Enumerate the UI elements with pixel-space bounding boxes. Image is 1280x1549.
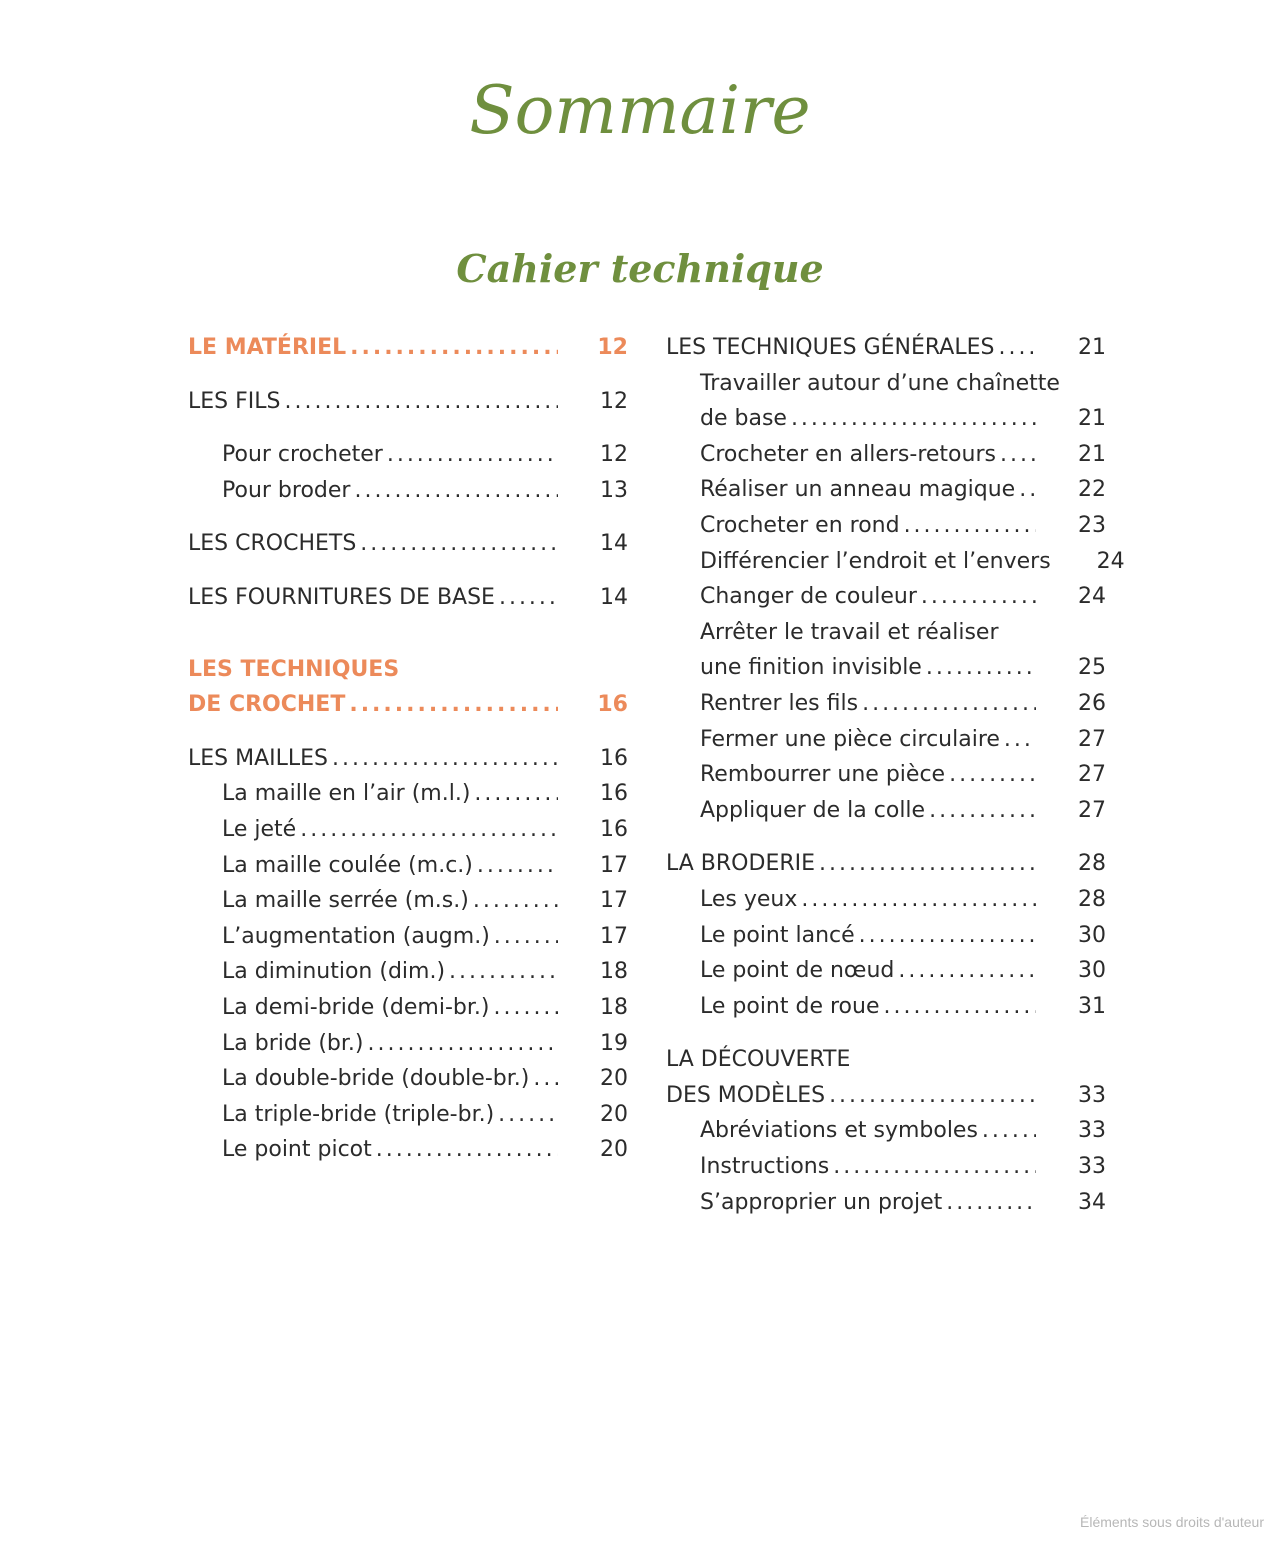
dot-leader [819, 846, 1036, 882]
toc-entry[interactable] [666, 918, 1106, 954]
toc-entry[interactable] [188, 919, 628, 955]
dot-leader [493, 990, 558, 1026]
copyright-notice: Éléments sous droits d'auteur [1080, 1514, 1264, 1530]
toc-page: 25 [1078, 655, 1106, 681]
dot-leader [862, 686, 1036, 722]
dot-leader [829, 1078, 1036, 1114]
toc-label: Crocheter en allers-retours [700, 441, 996, 467]
toc-page: 28 [1078, 851, 1106, 877]
toc-page: 13 [600, 477, 628, 503]
toc-entry[interactable] [188, 437, 628, 473]
toc-entry[interactable] [188, 883, 628, 919]
toc-label: Le point picot [222, 1137, 372, 1163]
toc-entry[interactable] [666, 846, 1106, 882]
toc-label: DE CROCHET [188, 692, 346, 718]
toc-right-column [666, 330, 1125, 1220]
toc-page: 19 [600, 1030, 628, 1056]
toc-label: La demi-bride (demi-br.) [222, 994, 490, 1020]
toc-page: 21 [1078, 441, 1106, 467]
dot-leader [833, 1149, 1036, 1185]
toc-label: Réaliser un anneau magique [700, 477, 1016, 503]
dot-leader [791, 401, 1036, 437]
toc-label: LES FOURNITURES DE BASE [188, 584, 495, 610]
toc-entry-heading[interactable] [188, 652, 628, 688]
toc-entry[interactable] [666, 1185, 1106, 1221]
toc-entry[interactable] [666, 882, 1106, 918]
toc-label: La maille en l’air (m.l.) [222, 781, 471, 807]
toc-label: S’approprier un projet [700, 1189, 943, 1215]
toc-label: Rentrer les fils [700, 690, 859, 716]
dot-leader [473, 883, 558, 919]
toc-entry[interactable] [666, 686, 1106, 722]
toc-left-column [188, 330, 628, 1168]
dot-leader [494, 919, 558, 955]
toc-page: 27 [1078, 797, 1106, 823]
dot-leader [349, 687, 558, 723]
toc-label: Le point de nœud [700, 958, 895, 984]
toc-page: 14 [600, 531, 628, 557]
toc-entry[interactable] [188, 687, 628, 723]
dot-leader [904, 508, 1036, 544]
dot-leader [387, 437, 558, 473]
toc-page: 33 [1078, 1082, 1106, 1108]
toc-label: LA BRODERIE [666, 851, 816, 877]
dot-leader [498, 1097, 558, 1133]
toc-label: Abréviations et symboles [700, 1118, 978, 1144]
toc-entry-line[interactable] [666, 615, 1106, 651]
toc-page: 33 [1078, 1118, 1106, 1144]
toc-label: Les yeux [700, 886, 798, 912]
toc-entry[interactable] [188, 1026, 628, 1062]
toc-page: 27 [1078, 762, 1106, 788]
page-title: Sommaire [469, 72, 811, 149]
dot-leader [998, 330, 1036, 366]
toc-label: La diminution (dim.) [222, 959, 446, 985]
toc-label: La double-bride (double-br.) [222, 1066, 530, 1092]
dot-leader [354, 473, 558, 509]
toc-page: 30 [1078, 958, 1106, 984]
toc-entry[interactable] [666, 1078, 1106, 1114]
dot-leader [921, 579, 1036, 615]
toc-label: La maille coulée (m.c.) [222, 852, 473, 878]
toc-page: 16 [600, 745, 628, 771]
dot-leader [477, 848, 558, 884]
toc-label: LE MATÉRIEL [188, 335, 347, 360]
toc-page: 20 [600, 1101, 628, 1127]
toc-label: Changer de couleur [700, 584, 917, 610]
toc-page: 27 [1078, 726, 1106, 752]
toc-entry[interactable] [666, 650, 1106, 686]
toc-entry[interactable] [666, 1149, 1106, 1185]
toc-label: Pour crocheter [222, 442, 383, 468]
toc-page: 16 [597, 692, 628, 718]
dot-leader [533, 1061, 558, 1097]
toc-label: Le point de roue [700, 993, 880, 1019]
toc-page: 18 [600, 959, 628, 985]
toc-entry[interactable] [188, 330, 628, 366]
dot-leader [449, 954, 558, 990]
toc-entry[interactable] [188, 1061, 628, 1097]
toc-entry[interactable] [188, 580, 628, 616]
toc-page: 24 [1096, 548, 1125, 574]
toc-page: 21 [1078, 335, 1106, 360]
toc-page: 33 [1078, 1154, 1106, 1180]
toc-label: L’augmentation (augm.) [222, 923, 490, 949]
toc-label: LES TECHNIQUES [188, 656, 400, 682]
toc-page: 12 [600, 442, 628, 468]
toc-page: 14 [600, 584, 628, 610]
toc-entry[interactable] [666, 953, 1106, 989]
toc-label: Pour broder [222, 477, 351, 503]
dot-leader [1019, 472, 1036, 508]
toc-page: 16 [600, 781, 628, 807]
toc-entry[interactable] [666, 508, 1106, 544]
toc-entry[interactable] [666, 579, 1106, 615]
toc-entry[interactable] [188, 384, 628, 420]
toc-page: 17 [600, 888, 628, 914]
dot-leader [1000, 437, 1036, 473]
toc-entry[interactable] [666, 544, 1125, 580]
toc-label: Le point lancé [700, 922, 855, 948]
toc-page: 26 [1078, 690, 1106, 716]
toc-page: 16 [600, 816, 628, 842]
toc-page: 31 [1078, 993, 1106, 1019]
toc-entry-line[interactable] [666, 366, 1106, 402]
toc-page: 20 [600, 1066, 628, 1092]
toc-page: 30 [1078, 922, 1106, 948]
toc-page: 24 [1078, 584, 1106, 610]
toc-page: 12 [597, 335, 628, 360]
dot-leader [376, 1132, 558, 1168]
toc-entry[interactable] [666, 722, 1106, 758]
toc-entry[interactable] [188, 1097, 628, 1133]
toc-entry[interactable] [188, 741, 628, 777]
toc-entry[interactable] [666, 437, 1106, 473]
dot-leader [1004, 722, 1036, 758]
dot-leader [929, 793, 1036, 829]
toc-label: Crocheter en rond [700, 512, 900, 538]
toc-entry[interactable] [666, 757, 1106, 793]
toc-label: une finition invisible [700, 655, 922, 681]
toc-label: DES MODÈLES [666, 1082, 826, 1108]
toc-entry[interactable] [666, 989, 1106, 1025]
dot-leader [949, 757, 1036, 793]
dot-leader [898, 953, 1036, 989]
toc-label: de base [700, 406, 787, 432]
toc-entry[interactable] [666, 472, 1106, 508]
toc-label: LES MAILLES [188, 745, 329, 771]
dot-leader [284, 384, 558, 420]
toc-entry[interactable] [666, 793, 1106, 829]
toc-label: Rembourrer une pièce [700, 762, 946, 788]
toc-entry[interactable] [188, 990, 628, 1026]
dot-leader [368, 1026, 559, 1062]
toc-label: Instructions [700, 1154, 830, 1180]
toc-page: 17 [600, 852, 628, 878]
toc-entry[interactable] [188, 848, 628, 884]
toc-page: 34 [1078, 1189, 1106, 1215]
toc-entry[interactable] [188, 954, 628, 990]
dot-leader [499, 580, 558, 616]
toc-entry[interactable] [188, 526, 628, 562]
toc-label: La triple-bride (triple-br.) [222, 1101, 495, 1127]
toc-page: 17 [600, 923, 628, 949]
toc-page: 22 [1078, 477, 1106, 503]
dot-leader [859, 918, 1036, 954]
toc-entry[interactable] [666, 1113, 1106, 1149]
toc-label: Travailler autour d’une chaînette [700, 370, 1060, 396]
dot-leader [884, 989, 1037, 1025]
dot-leader [332, 741, 558, 777]
toc-label: Fermer une pièce circulaire [700, 726, 1000, 752]
dot-leader [982, 1113, 1036, 1149]
dot-leader [801, 882, 1036, 918]
toc-entry[interactable] [666, 401, 1106, 437]
toc-page: 18 [600, 994, 628, 1020]
dot-leader [360, 526, 558, 562]
toc-label: Appliquer de la colle [700, 797, 926, 823]
toc-entry[interactable] [188, 473, 628, 509]
dot-leader [926, 650, 1036, 686]
toc-page: 21 [1078, 406, 1106, 432]
toc-page: 20 [600, 1137, 628, 1163]
toc-page: 23 [1078, 512, 1106, 538]
toc-entry[interactable] [188, 812, 628, 848]
dot-leader [300, 812, 558, 848]
toc-page: 12 [600, 388, 628, 414]
toc-entry[interactable] [666, 330, 1106, 366]
toc-label: Le jeté [222, 816, 297, 842]
section-title: Cahier technique [456, 246, 824, 291]
toc-label: LES CROCHETS [188, 531, 357, 557]
dot-leader [474, 776, 558, 812]
dot-leader [946, 1185, 1036, 1221]
dot-leader [350, 330, 558, 366]
toc-page: 28 [1078, 886, 1106, 912]
toc-label: LES TECHNIQUES GÉNÉRALES [666, 335, 995, 360]
toc-entry[interactable] [188, 1132, 628, 1168]
toc-label: LA DÉCOUVERTE [666, 1047, 851, 1073]
toc-entry-line[interactable] [666, 1042, 1106, 1078]
toc-label: Arrêter le travail et réaliser [700, 619, 999, 645]
toc-label: Différencier l’endroit et l’envers [700, 548, 1051, 574]
toc-entry[interactable] [188, 776, 628, 812]
toc-label: La bride (br.) [222, 1030, 364, 1056]
toc-label: LES FILS [188, 388, 281, 414]
toc-label: La maille serrée (m.s.) [222, 888, 469, 914]
